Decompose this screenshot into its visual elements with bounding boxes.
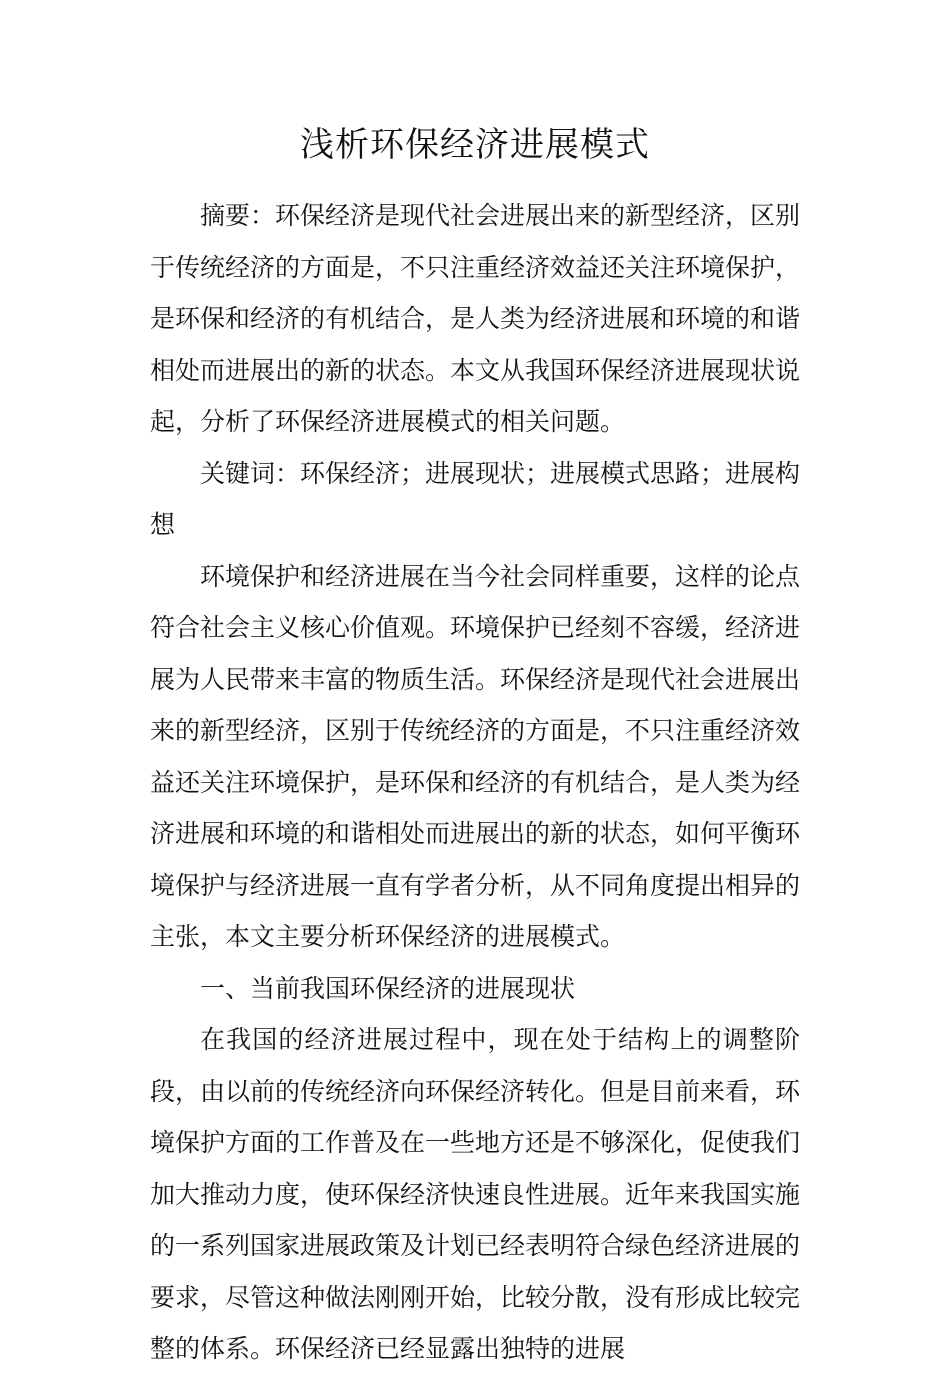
intro-paragraph: 环境保护和经济进展在当今社会同样重要，这样的论点符合社会主义核心价值观。环境保护已经刻不容缓，经济进展为人民带来丰富的物质生活。环保经济是现代社会进展出来的新型经济，区别于传统经济的方面是，不只注重经济效益还关注环境保护，是环保和经济的有机结合，是人类为经济进展和环境的和谐相处而进展出的新的状态，如何平衡环境保护与经济进展一直有学者分析，从不同角度提出相异的主张，本文主要分析环保经济的进展模式。 (150, 561, 801, 951)
document-title: 浅析环保经济进展模式 (300, 125, 650, 165)
document-body (150, 190, 800, 1375)
section-heading: 一、当前我国环保经济的进展现状 (200, 973, 576, 1003)
keywords-paragraph: 关键词：环保经济；进展现状；进展模式思路；进展构想 (150, 458, 801, 539)
body-paragraph: 在我国的经济进展过程中，现在处于结构上的调整阶段，由以前的传统经济向环保经济转化。但是目前来看，环境保护方面的工作普及在一些地方还是不够深化，促使我们加大推动力度，使环保经济快速良性进展。近年来我国实施的一系列国家进展政策及计划已经表明符合绿色经济进展的要求，尽管这种做法刚刚开始，比较分散，没有形成比较完整的体系。环保经济已经显露出独特的进展 (150, 1025, 801, 1363)
abstract-paragraph: 摘要：环保经济是现代社会进展出来的新型经济，区别于传统经济的方面是，不只注重经济效益还关注环境保护，是环保和经济的有机结合，是人类为经济进展和环境的和谐相处而进展出的新的状态。本文从我国环保经济进展现状说起，分析了环保经济进展模式的相关问题。 (150, 201, 801, 436)
